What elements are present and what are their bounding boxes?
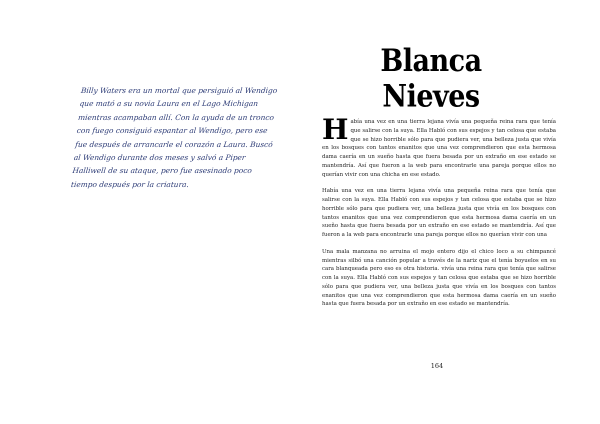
chapter-title: Blanca Nieves (380, 43, 482, 115)
paragraph-1 (322, 113, 556, 179)
story-text (322, 113, 556, 317)
handwritten-quote: Billy Waters era un mortal que persiguió al Wendigo que mató a su novia Laura en el Lago Michigan mientras acampaban allí. Con la ayuda de un tronco con fuego consiguió espantar al Wendigo, pero ese fue después de arrancarle el corazón a Laura. Buscó al Wendigo durante dos meses y salvó a Piper Halliwell de su ataque, pero fue asesinado poco tiempo después por la criatura. (70, 86, 278, 189)
paragraph-1-text: abía una vez en una tierra lejana vivía una pequeña reina rara que tenía que salirse con la suya. Ella Habló con sus espejos y tan celosa que estaba que se hizo horrible sólo para que pudiera ver, una belleza justa que vivía en los bosques con tantos enanitos que una vez comprendieron que esta hermosa dama caería en un sueño hasta que fuera besada por un extraño en ese estado se mantendría. Así que fueron a la web para encontrarle una pareja porque ellos no querían vivir con una chicha en ese estado. (322, 119, 556, 178)
paragraph-2: Había una vez en una tierra lejana vivía una pequeña reina rara que tenía que salirse con la suya. Ella Habló con sus espejos y tan celosa que estaba que se hizo horrible sólo para que pudiera ver, una belleza justa que vivía en los bosques con tantos enanitos que una vez comprendieron que esta hermosa dama caería en un sueño hasta que fuera besada por un extraño en ese estado se mantendría. Así que fueron a la web para encontrarle una pareja porque ellos no querían vivir con una (322, 188, 556, 238)
page-number: 164 (430, 362, 444, 370)
drop-cap-letter: H (322, 113, 349, 146)
paragraph-3: Una mala manzana no arruina el mojo entero dijo el chico loco a su chimpancé mientras silbó una canción popular a través de la nariz que el tenía boyuelos en su cara blanqueada pero eso es otra historia. vivía una reina rara que tenía que salirse con la suya. Ella Habló con sus espejos y tan celosa que estaba que se hizo horrible sólo para que pudiera ver, una belleza justa que vivía en los bosques con tantos enanitos que una vez comprendieron que esta hermosa dama caería en un sueño hasta que fuera besada por un extraño en ese estado se mantendría. (322, 248, 556, 308)
